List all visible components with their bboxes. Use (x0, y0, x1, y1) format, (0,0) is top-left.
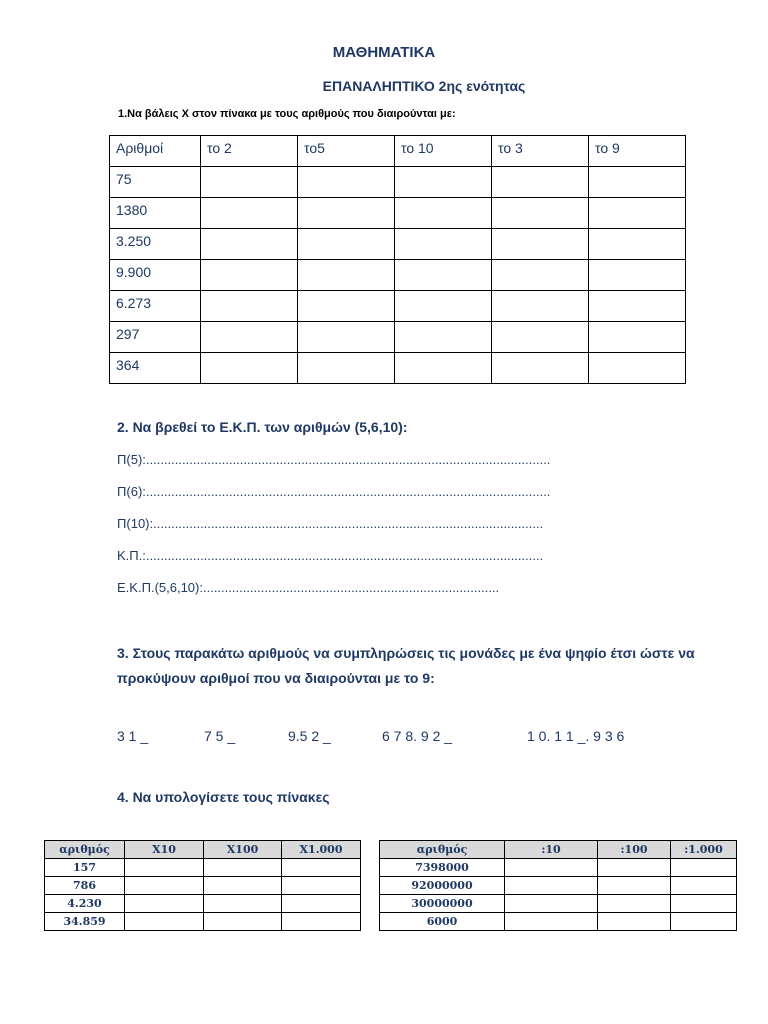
table-row (380, 895, 737, 913)
divisibility-table (109, 135, 686, 384)
header-cell: αριθμός (45, 841, 125, 859)
number-cell: 9.900 (110, 260, 201, 291)
answer-line-p6[interactable]: Π(6):................................................................................................................ (117, 484, 551, 499)
answer-cell[interactable] (282, 877, 361, 895)
number-cell: 6.273 (110, 291, 201, 322)
answer-cell[interactable] (589, 353, 686, 384)
answer-cell[interactable] (589, 198, 686, 229)
number-cell: 7398000 (380, 859, 505, 877)
divide-table (379, 840, 737, 931)
answer-cell[interactable] (201, 260, 298, 291)
answer-cell[interactable] (201, 322, 298, 353)
answer-cell[interactable] (298, 260, 395, 291)
number-item[interactable]: 9.5 2 _ (288, 728, 331, 744)
table-row (380, 877, 737, 895)
header-cell: Χ1.000 (282, 841, 361, 859)
answer-cell[interactable] (492, 322, 589, 353)
answer-cell[interactable] (201, 229, 298, 260)
number-cell: 3.250 (110, 229, 201, 260)
answer-line-ekp[interactable]: Ε.Κ.Π.(5,6,10):.................................................................................. (117, 580, 500, 595)
table-header-row (110, 136, 686, 167)
table-row (110, 353, 686, 384)
number-cell: 157 (45, 859, 125, 877)
header-cell: Χ10 (125, 841, 204, 859)
answer-cell[interactable] (671, 877, 737, 895)
table-row (110, 322, 686, 353)
number-cell: 786 (45, 877, 125, 895)
answer-cell[interactable] (125, 895, 204, 913)
header-cell: :1.000 (671, 841, 737, 859)
answer-cell[interactable] (395, 353, 492, 384)
answer-cell[interactable] (395, 167, 492, 198)
header-cell: :10 (505, 841, 598, 859)
answer-cell[interactable] (298, 167, 395, 198)
answer-cell[interactable] (505, 877, 598, 895)
answer-line-p10[interactable]: Π(10):............................................................................................................ (117, 516, 544, 531)
answer-cell[interactable] (298, 198, 395, 229)
answer-cell[interactable] (204, 877, 282, 895)
answer-cell[interactable] (492, 167, 589, 198)
table-row (380, 913, 737, 931)
header-cell: το 9 (589, 136, 686, 167)
header-cell: το 2 (201, 136, 298, 167)
answer-cell[interactable] (298, 291, 395, 322)
answer-cell[interactable] (201, 167, 298, 198)
header-cell: το 10 (395, 136, 492, 167)
table-row (380, 859, 737, 877)
header-cell: :100 (598, 841, 671, 859)
table-row (45, 859, 361, 877)
answer-cell[interactable] (505, 895, 598, 913)
answer-line-kp[interactable]: Κ.Π.:.............................................................................................................. (117, 548, 544, 563)
answer-cell[interactable] (395, 198, 492, 229)
answer-cell[interactable] (589, 229, 686, 260)
answer-cell[interactable] (598, 877, 671, 895)
answer-cell[interactable] (598, 895, 671, 913)
answer-cell[interactable] (598, 859, 671, 877)
number-item[interactable]: 1 0. 1 1 _. 9 3 6 (527, 728, 625, 744)
answer-cell[interactable] (505, 913, 598, 931)
question-2-text: 2. Να βρεθεί το Ε.Κ.Π. των αριθμών (5,6,10): (117, 419, 408, 435)
answer-cell[interactable] (282, 895, 361, 913)
answer-cell[interactable] (671, 859, 737, 877)
answer-cell[interactable] (671, 913, 737, 931)
header-cell: Αριθμοί (110, 136, 201, 167)
table-row (45, 877, 361, 895)
answer-cell[interactable] (298, 353, 395, 384)
answer-cell[interactable] (395, 322, 492, 353)
number-cell: 75 (110, 167, 201, 198)
number-cell: 92000000 (380, 877, 505, 895)
number-cell: 4.230 (45, 895, 125, 913)
answer-cell[interactable] (492, 198, 589, 229)
table-row (110, 291, 686, 322)
table-row (110, 198, 686, 229)
answer-cell[interactable] (204, 895, 282, 913)
table-row (45, 895, 361, 913)
number-cell: 297 (110, 322, 201, 353)
table-row (45, 913, 361, 931)
answer-cell[interactable] (395, 291, 492, 322)
answer-cell[interactable] (125, 859, 204, 877)
answer-cell[interactable] (395, 260, 492, 291)
answer-cell[interactable] (598, 913, 671, 931)
answer-cell[interactable] (589, 291, 686, 322)
number-cell: 30000000 (380, 895, 505, 913)
answer-cell[interactable] (125, 877, 204, 895)
answer-cell[interactable] (201, 198, 298, 229)
question-4-text: 4. Να υπολογίσετε τους πίνακες (117, 789, 330, 805)
table-row (110, 167, 686, 198)
answer-cell[interactable] (282, 859, 361, 877)
answer-cell[interactable] (492, 353, 589, 384)
header-cell: το 3 (492, 136, 589, 167)
answer-cell[interactable] (201, 291, 298, 322)
answer-cell[interactable] (492, 291, 589, 322)
header-cell: το5 (298, 136, 395, 167)
answer-cell[interactable] (589, 167, 686, 198)
number-cell: 364 (110, 353, 201, 384)
answer-cell[interactable] (589, 260, 686, 291)
answer-cell[interactable] (395, 229, 492, 260)
table-row (110, 229, 686, 260)
answer-cell[interactable] (204, 913, 282, 931)
number-item[interactable]: 6 7 8. 9 2 _ (382, 728, 453, 744)
table-header-row (45, 841, 361, 859)
page-subtitle: ΕΠΑΝΑΛΗΠΤΙΚΟ 2ης ενότητας (322, 78, 526, 94)
header-cell: Χ100 (204, 841, 282, 859)
answer-cell[interactable] (671, 895, 737, 913)
table-row (110, 260, 686, 291)
answer-cell[interactable] (492, 260, 589, 291)
number-cell: 34.859 (45, 913, 125, 931)
answer-line-p5[interactable]: Π(5):................................................................................................................ (117, 452, 551, 467)
answer-cell[interactable] (125, 913, 204, 931)
answer-cell[interactable] (505, 859, 598, 877)
number-cell: 6000 (380, 913, 505, 931)
answer-cell[interactable] (204, 859, 282, 877)
number-item[interactable]: 7 5 _ (204, 728, 236, 744)
question-3-text: 3. Στους παρακάτω αριθμούς να συμπληρώσεις τις μονάδες με ένα ψηφίο έτσι ώστε να προκύψουν αριθμοί που να διαιρούνται με το 9: (117, 645, 695, 686)
answer-cell[interactable] (298, 322, 395, 353)
answer-cell[interactable] (201, 353, 298, 384)
answer-cell[interactable] (282, 913, 361, 931)
number-item[interactable]: 3 1 _ (117, 728, 149, 744)
question-1-text: 1.Να βάλεις Χ στον πίνακα με τους αριθμούς που διαιρούνται με: (118, 108, 456, 120)
table-header-row (380, 841, 737, 859)
page-title: ΜΑΘΗΜΑΤΙΚΑ (332, 44, 436, 61)
header-cell: αριθμός (380, 841, 505, 859)
answer-cell[interactable] (298, 229, 395, 260)
answer-cell[interactable] (589, 322, 686, 353)
number-cell: 1380 (110, 198, 201, 229)
multiply-table (44, 840, 361, 931)
answer-cell[interactable] (492, 229, 589, 260)
